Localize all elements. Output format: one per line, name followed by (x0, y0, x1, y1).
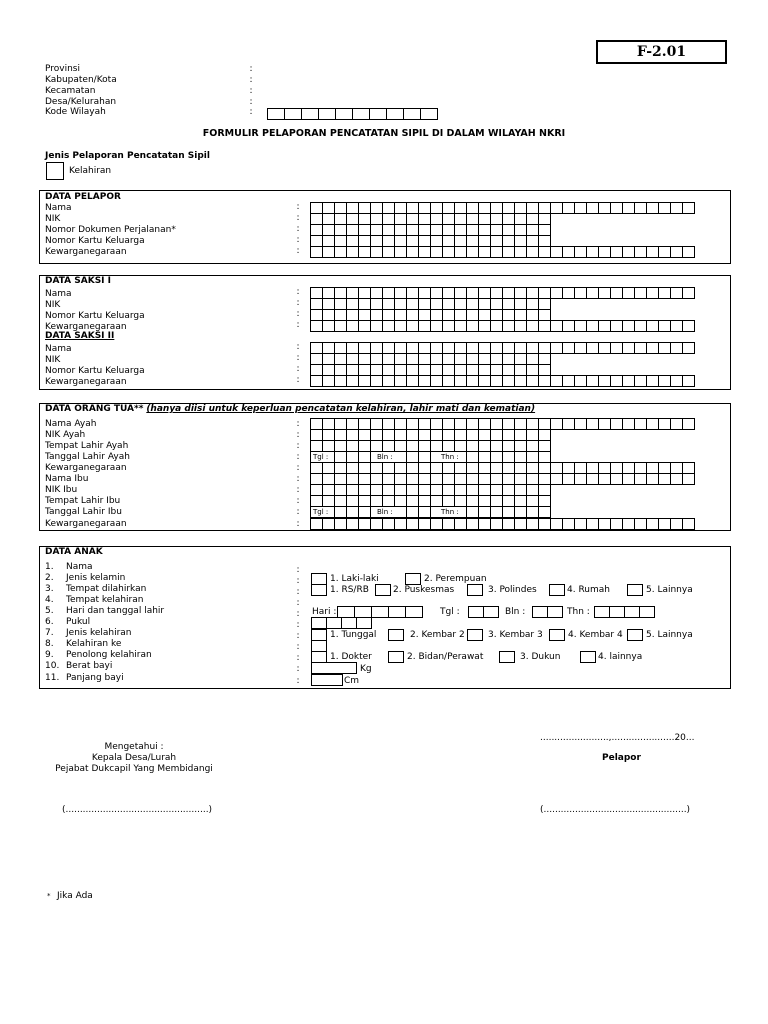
anak-field-label: Pukul (66, 617, 91, 627)
helper-lainnya-label: 4. lainnya (598, 652, 643, 662)
colon: : (296, 342, 300, 352)
input-cell[interactable] (682, 375, 695, 387)
date-thn-label: Thn : (441, 507, 462, 517)
anak-field-number: 11. (45, 673, 60, 683)
date-bln-label: Bln : (377, 507, 396, 517)
input-cell[interactable] (405, 606, 423, 618)
orangtua-date-input[interactable] (310, 506, 550, 518)
region-label-kecamatan: Kecamatan (45, 86, 96, 96)
colon: : (296, 246, 300, 256)
helper-dukun-label: 3. Dukun (520, 652, 561, 662)
colon: : (296, 474, 300, 484)
anak-heading: DATA ANAK (45, 547, 103, 557)
saksi2-field-label: Nama (45, 344, 72, 354)
colon: : (296, 298, 300, 308)
input-cell[interactable] (682, 342, 695, 354)
colon: : (296, 430, 300, 440)
anak-field-number: 10. (45, 661, 60, 671)
input-cell[interactable] (609, 606, 625, 618)
orangtua-heading: DATA ORANG TUA** (45, 404, 144, 414)
dob-bln-label: Bln : (505, 607, 526, 617)
footnote-mark: * (47, 892, 51, 900)
dob-hari-label: Hari : (312, 607, 337, 617)
input-cell[interactable] (388, 606, 406, 618)
input-cell[interactable] (420, 108, 438, 120)
helper-lainnya-checkbox[interactable] (580, 651, 596, 663)
colon: : (296, 235, 300, 245)
place-rs-checkbox[interactable] (311, 584, 327, 596)
birth-kembar3-checkbox[interactable] (467, 629, 483, 641)
colon: : (296, 642, 300, 652)
orangtua-field-label: Nama Ibu (45, 474, 89, 484)
colon: : (296, 664, 300, 674)
date-tgl-label: Tgl : (313, 507, 331, 517)
colon: : (296, 213, 300, 223)
anak-field-number: 3. (45, 584, 54, 594)
input-cell[interactable] (547, 606, 563, 618)
footnote-text: Jika Ada (57, 891, 93, 901)
birth-kembar4-checkbox[interactable] (549, 629, 565, 641)
orangtua-field-label: NIK Ayah (45, 430, 86, 440)
form-code: F-2.01 (636, 44, 687, 60)
anak-field-label: Penolong kelahiran (66, 650, 152, 660)
colon: : (296, 631, 300, 641)
saksi1-field-label: Nomor Kartu Keluarga (45, 311, 145, 321)
pejabat-label: Pejabat Dukcapil Yang Membidangi (55, 764, 213, 774)
pelapor-field-label: Kewarganegaraan (45, 247, 127, 257)
colon: : (296, 587, 300, 597)
anak-field-label: Hari dan tanggal lahir (66, 606, 165, 616)
pelapor-field-input[interactable] (310, 246, 694, 258)
berat-bayi-input[interactable] (311, 662, 357, 674)
place-rumah-checkbox[interactable] (549, 584, 565, 596)
mengetahui-label: Mengetahui : (104, 742, 164, 752)
place-puskesmas-label: 2. Puskesmas (393, 585, 455, 595)
place-polindes-label: 3. Polindes (488, 585, 537, 595)
colon: : (296, 202, 300, 212)
input-cell[interactable] (682, 202, 695, 214)
orangtua-field-label: Kewarganegaraan (45, 519, 127, 529)
pukul-input[interactable] (311, 617, 371, 629)
form-title: FORMULIR PELAPORAN PENCATATAN SIPIL DI DALAM WILAYAH NKRI (202, 128, 566, 139)
date-bln-label: Bln : (377, 452, 396, 462)
orangtua-field-label: Tempat Lahir Ayah (45, 441, 129, 451)
dob-tgl-label: Tgl : (440, 607, 460, 617)
input-cell[interactable] (318, 108, 336, 120)
saksi1-field-input[interactable] (310, 320, 694, 332)
birth-kembar4-label: 4. Kembar 4 (568, 630, 623, 640)
colon: : (296, 609, 300, 619)
anak-field-label: Tempat dilahirkan (66, 584, 147, 594)
colon: : (296, 353, 300, 363)
date-tgl-label: Tgl : (313, 452, 331, 462)
saksi2-heading: DATA SAKSI II (45, 331, 115, 341)
colon: : (296, 224, 300, 234)
input-cell[interactable] (532, 606, 548, 618)
anak-field-label: Jenis kelahiran (66, 628, 132, 638)
orangtua-field-label: Tempat Lahir Ibu (45, 496, 121, 506)
orangtua-field-label: Tanggal Lahir Ibu (45, 507, 122, 517)
anak-field-label: Tempat kelahiran (66, 595, 144, 605)
region-label-provinsi: Provinsi (45, 64, 80, 74)
gender-male-label: 1. Laki-laki (330, 574, 379, 584)
input-cell[interactable] (356, 617, 372, 629)
saksi2-field-input[interactable] (310, 375, 694, 387)
panjang-unit: Cm (344, 676, 360, 686)
birth-kembar3-label: 3. Kembar 3 (488, 630, 543, 640)
anak-field-number: 4. (45, 595, 54, 605)
input-cell[interactable] (682, 418, 695, 430)
input-cell[interactable] (403, 108, 421, 120)
colon: : (249, 75, 253, 85)
anak-field-label: Jenis kelamin (66, 573, 126, 583)
pelapor-heading: DATA PELAPOR (45, 192, 121, 202)
dob-tgl-input[interactable] (468, 606, 498, 618)
input-cell[interactable] (301, 108, 319, 120)
colon: : (296, 653, 300, 663)
birth-lainnya-checkbox[interactable] (627, 629, 643, 641)
date-thn-label: Thn : (441, 452, 462, 462)
birth-kembar2-label: 2. Kembar 2 (410, 630, 465, 640)
input-cell[interactable] (335, 108, 353, 120)
input-cell[interactable] (386, 108, 404, 120)
anak-field-number: 1. (45, 562, 54, 572)
anak-field-label: Panjang bayi (66, 673, 124, 683)
saksi2-field-label: Nomor Kartu Keluarga (45, 366, 145, 376)
colon: : (296, 598, 300, 608)
saksi1-field-label: Nama (45, 289, 72, 299)
colon: : (296, 309, 300, 319)
input-cell[interactable] (267, 108, 285, 120)
colon: : (296, 287, 300, 297)
input-cell[interactable] (682, 287, 695, 299)
helper-bidan-checkbox[interactable] (388, 651, 404, 663)
region-label-desa: Desa/Kelurahan (45, 97, 117, 107)
dob-thn-label: Thn : (567, 607, 590, 617)
input-cell[interactable] (284, 108, 302, 120)
place-lainnya-label: 5. Lainnya (646, 585, 693, 595)
saksi2-field-label: Kewarganegaraan (45, 377, 127, 387)
input-cell[interactable] (682, 246, 695, 258)
form-code-box (596, 40, 727, 64)
gender-female-label: 2. Perempuan (424, 574, 487, 584)
colon: : (296, 452, 300, 462)
colon: : (296, 565, 300, 575)
gender-female-checkbox[interactable] (405, 573, 421, 585)
anak-field-number: 8. (45, 639, 54, 649)
saksi2-field-label: NIK (45, 355, 61, 365)
pelapor-field-label: Nomor Dokumen Perjalanan* (45, 225, 176, 235)
colon: : (249, 86, 253, 96)
input-cell[interactable] (326, 617, 342, 629)
dob-bln-input[interactable] (532, 606, 562, 618)
colon: : (249, 64, 253, 74)
orangtua-field-input[interactable] (310, 518, 694, 530)
anak-field-number: 5. (45, 606, 54, 616)
input-cell[interactable] (352, 108, 370, 120)
orangtua-field-label: Kewarganegaraan (45, 463, 127, 473)
input-cell[interactable] (639, 606, 655, 618)
input-cell[interactable] (369, 108, 387, 120)
anak-field-number: 6. (45, 617, 54, 627)
orangtua-field-label: Nama Ayah (45, 419, 97, 429)
orangtua-field-label: Tanggal Lahir Ayah (45, 452, 130, 462)
anak-field-label: Nama (66, 562, 93, 572)
input-cell[interactable] (682, 320, 695, 332)
place-polindes-checkbox[interactable] (467, 584, 483, 596)
orangtua-heading-line (45, 404, 535, 415)
signature-date-line[interactable]: ........................,......................20... (540, 733, 695, 743)
birth-tunggal-label: 1. Tunggal (330, 630, 377, 640)
orangtua-note: (hanya diisi untuk keperluan pencatatan kelahiran, lahir mati dan kematian) (146, 404, 536, 414)
orangtua-field-label: NIK Ibu (45, 485, 78, 495)
pelapor-sign-title: Pelapor (602, 753, 641, 763)
birth-lainnya-label: 5. Lainnya (646, 630, 693, 640)
anak-field-label: Kelahiran ke (66, 639, 122, 649)
colon: : (296, 320, 300, 330)
anak-field-number: 9. (45, 650, 54, 660)
colon: : (296, 485, 300, 495)
colon: : (296, 441, 300, 451)
right-signature-line[interactable]: (..................................................) (540, 805, 691, 815)
berat-unit: Kg (360, 664, 372, 674)
colon: : (296, 463, 300, 473)
input-cell[interactable] (341, 617, 357, 629)
input-cell[interactable] (682, 518, 695, 530)
place-rumah-label: 4. Rumah (567, 585, 610, 595)
input-cell[interactable] (682, 473, 695, 485)
kelahiran-label: Kelahiran (69, 166, 112, 176)
dob-thn-input[interactable] (594, 606, 654, 618)
helper-dukun-checkbox[interactable] (499, 651, 515, 663)
colon: : (296, 576, 300, 586)
input-cell[interactable] (371, 606, 389, 618)
place-rs-label: 1. RS/RB (330, 585, 369, 595)
colon: : (249, 97, 253, 107)
colon: : (296, 676, 300, 686)
colon: : (296, 375, 300, 385)
region-label-kabupaten: Kabupaten/Kota (45, 75, 117, 85)
colon: : (249, 107, 253, 117)
colon: : (296, 496, 300, 506)
input-cell[interactable] (311, 617, 327, 629)
pelapor-field-label: NIK (45, 214, 61, 224)
region-label-kode: Kode Wilayah (45, 107, 106, 117)
kepala-desa-label: Kepala Desa/Lurah (91, 753, 177, 763)
helper-dokter-label: 1. Dokter (330, 652, 372, 662)
colon: : (296, 519, 300, 529)
colon: : (296, 620, 300, 630)
colon: : (296, 419, 300, 429)
birth-kembar2-checkbox[interactable] (388, 629, 404, 641)
saksi1-field-label: NIK (45, 300, 61, 310)
input-cell[interactable] (624, 606, 640, 618)
colon: : (296, 364, 300, 374)
pelapor-field-label: Nama (45, 203, 72, 213)
anak-field-number: 7. (45, 628, 54, 638)
left-signature-line[interactable]: (..................................................) (62, 805, 213, 815)
input-cell[interactable] (483, 606, 499, 618)
input-cell[interactable] (594, 606, 610, 618)
kelahiran-checkbox[interactable] (46, 162, 64, 180)
kode-wilayah-input[interactable] (267, 108, 437, 120)
panjang-bayi-input[interactable] (311, 674, 343, 686)
input-cell[interactable] (538, 506, 551, 518)
place-lainnya-checkbox[interactable] (627, 584, 643, 596)
saksi1-heading: DATA SAKSI I (45, 276, 112, 286)
anak-field-label: Berat bayi (66, 661, 113, 671)
place-puskesmas-checkbox[interactable] (375, 584, 391, 596)
anak-field-number: 2. (45, 573, 54, 583)
colon: : (296, 507, 300, 517)
report-type-heading: Jenis Pelaporan Pencatatan Sipil (45, 151, 210, 161)
input-cell[interactable] (468, 606, 484, 618)
pelapor-field-label: Nomor Kartu Keluarga (45, 236, 145, 246)
helper-bidan-label: 2. Bidan/Perawat (407, 652, 484, 662)
saksi1-field-label: Kewarganegaraan (45, 322, 127, 332)
